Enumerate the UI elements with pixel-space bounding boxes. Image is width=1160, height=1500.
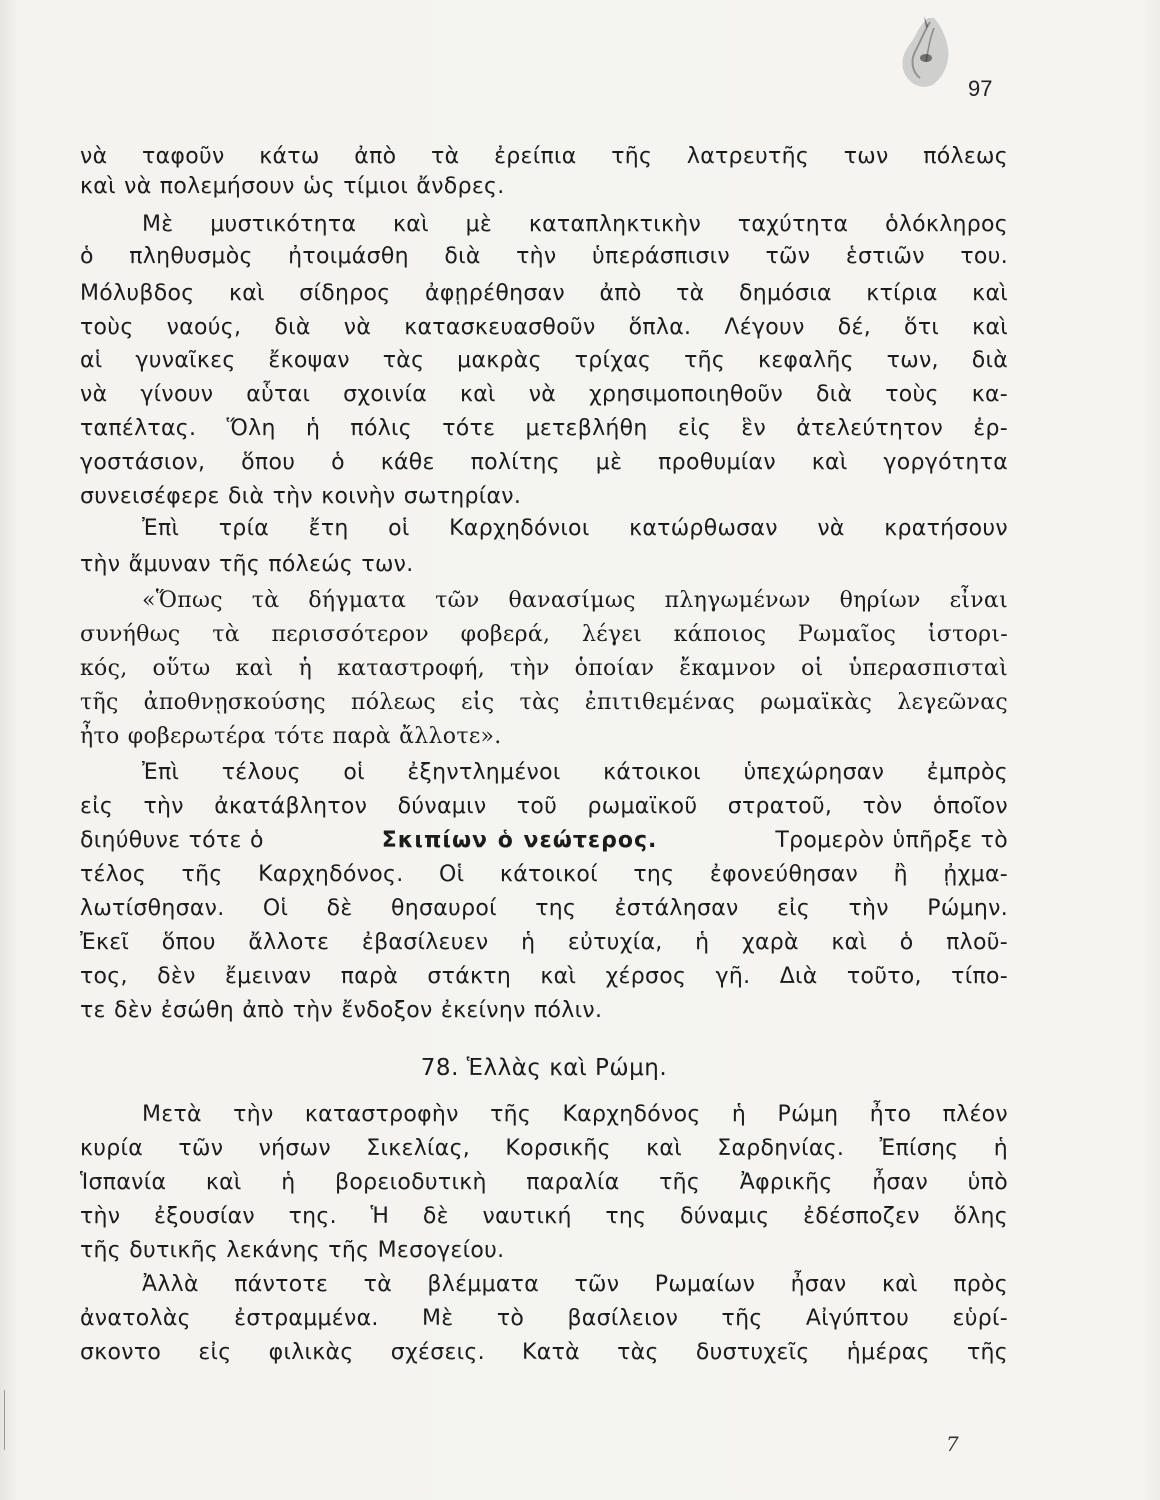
- text-line: Μόλυβδος καὶ σίδηρος ἀφῃρέθησαν ἀπὸ τὰ δημόσια κτίρια καὶ: [80, 281, 1008, 306]
- text-line: αἱ γυναῖκες ἔκοψαν τὰς μακρὰς τρίχας τῆς κεφαλῆς των, διὰ: [80, 348, 1008, 373]
- text-line: Ἐπὶ τρία ἔτη οἱ Καρχηδόνιοι κατώρθωσαν νὰ κρατήσουν: [142, 516, 1008, 541]
- person-name-scipio: Σκιπίων ὁ νεώτερος.: [381, 828, 658, 853]
- quote-line: ἦτο φοβερωτέρα τότε παρὰ ἄλλοτε».: [80, 724, 502, 749]
- text-line: συνεισέφερε διὰ τὴν κοινὴν σωτηρίαν.: [80, 484, 522, 509]
- text-line: σκοντο εἰς φιλικὰς σχέσεις. Κατὰ τὰς δυστυχεῖς ἡμέρας τῆς: [80, 1340, 1008, 1365]
- text-line: ταπέλτας. Ὅλη ἡ πόλις τότε μετεβλήθη εἰς ἓν ἀτελεύτητον ἐρ-: [80, 416, 1008, 441]
- text-line: ὁ πληθυσμὸς ἠτοιμάσθη διὰ τὴν ὑπεράσπισιν τῶν ἑστιῶν του.: [80, 244, 1008, 269]
- text-fragment: Τρομερὸν ὑπῆρξε τὸ: [775, 828, 1008, 853]
- text-line: τοὺς ναούς, διὰ νὰ κατασκευασθοῦν ὅπλα. Λέγουν δέ, ὅτι καὶ: [80, 315, 1008, 340]
- quote-line: «Ὅπως τὰ δήγματα τῶν θανασίμως πληγωμένων θηρίων εἶναι: [142, 588, 1008, 613]
- margin-edge: [4, 1390, 5, 1450]
- text-line: λωτίσθησαν. Οἱ δὲ θησαυροί της ἐστάλησαν εἰς τὴν Ρώμην.: [80, 896, 1008, 921]
- text-line: τε δὲν ἐσώθη ἀπὸ τὴν ἔνδοξον ἐκείνην πόλιν.: [80, 998, 603, 1023]
- section-heading: 78. Ἑλλὰς καὶ Ρώμη.: [420, 1055, 668, 1081]
- text-line: τὴν ἐξουσίαν της. Ἡ δὲ ναυτική της δύναμις ἐδέσποζεν ὅλης: [80, 1204, 1008, 1229]
- quote-line: συνήθως τὰ περισσότερον φοβερά, λέγει κάποιος Ρωμαῖος ἱστορι-: [80, 622, 1008, 647]
- text-line: τέλος τῆς Καρχηδόνος. Οἱ κάτοικοί της ἐφονεύθησαν ἢ ᾐχμα-: [80, 862, 1008, 887]
- quote-line: τῆς ἀποθνῃσκούσης πόλεως εἰς τὰς ἐπιτιθεμένας ρωμαϊκὰς λεγεῶνας: [80, 690, 1008, 715]
- text-line: ἀνατολὰς ἐστραμμένα. Μὲ τὸ βασίλειον τῆς Αἰγύπτου εὑρί-: [80, 1306, 1008, 1331]
- text-line: καὶ νὰ πολεμήσουν ὡς τίμιοι ἄνδρες.: [80, 174, 505, 199]
- text-line: Ἐκεῖ ὅπου ἄλλοτε ἐβασίλευεν ἡ εὐτυχία, ἡ χαρὰ καὶ ὁ πλοῦ-: [80, 930, 1008, 955]
- text-fragment: διηύθυνε τότε ὁ: [80, 828, 264, 853]
- text-line: γοστάσιον, ὅπου ὁ κάθε πολίτης μὲ προθυμίαν καὶ γοργότητα: [80, 450, 1008, 475]
- text-line: εἰς τὴν ἀκατάβλητον δύναμιν τοῦ ρωμαϊκοῦ στρατοῦ, τὸν ὁποῖον: [80, 794, 1008, 819]
- text-line: Ἀλλὰ πάντοτε τὰ βλέμματα τῶν Ρωμαίων ἦσαν καὶ πρὸς: [142, 1272, 1008, 1297]
- text-line: νὰ γίνουν αὗται σχοινία καὶ νὰ χρησιμοποιηθοῦν διὰ τοὺς κα-: [80, 382, 1008, 407]
- signature-mark: 7: [946, 1432, 959, 1456]
- text-line: τῆς δυτικῆς λεκάνης τῆς Μεσογείου.: [80, 1238, 505, 1263]
- quote-line: κός, οὕτω καὶ ἡ καταστροφή, τὴν ὁποίαν ἔκαμνον οἱ ὑπερασπισταὶ: [80, 656, 1008, 681]
- page-number: 97: [968, 76, 993, 101]
- text-line: τος, δὲν ἔμειναν παρὰ στάκτη καὶ χέρσος γῆ. Διὰ τοῦτο, τίπο-: [80, 964, 1008, 989]
- text-line-with-name: [80, 826, 1008, 856]
- text-line: Ἱσπανία καὶ ἡ βορειοδυτικὴ παραλία τῆς Ἀφρικῆς ἦσαν ὑπὸ: [80, 1170, 1008, 1195]
- text-line: Ἐπὶ τέλους οἱ ἐξηντλημένοι κάτοικοι ὑπεχώρησαν ἐμπρὸς: [142, 760, 1008, 785]
- text-line: κυρία τῶν νήσων Σικελίας, Κορσικῆς καὶ Σαρδηνίας. Ἐπίσης ἡ: [80, 1136, 1008, 1161]
- text-line: νὰ ταφοῦν κάτω ἀπὸ τὰ ἐρείπια τῆς λατρευτῆς των πόλεως: [80, 144, 1008, 169]
- text-line: Μὲ μυστικότητα καὶ μὲ καταπληκτικὴν ταχύτητα ὁλόκληρος: [142, 212, 1008, 237]
- thumbprint-smudge-icon: [890, 14, 960, 98]
- text-line: Μετὰ τὴν καταστροφὴν τῆς Καρχηδόνος ἡ Ρώμη ἦτο πλέον: [142, 1102, 1008, 1127]
- text-line: τὴν ἄμυναν τῆς πόλεώς των.: [80, 552, 414, 577]
